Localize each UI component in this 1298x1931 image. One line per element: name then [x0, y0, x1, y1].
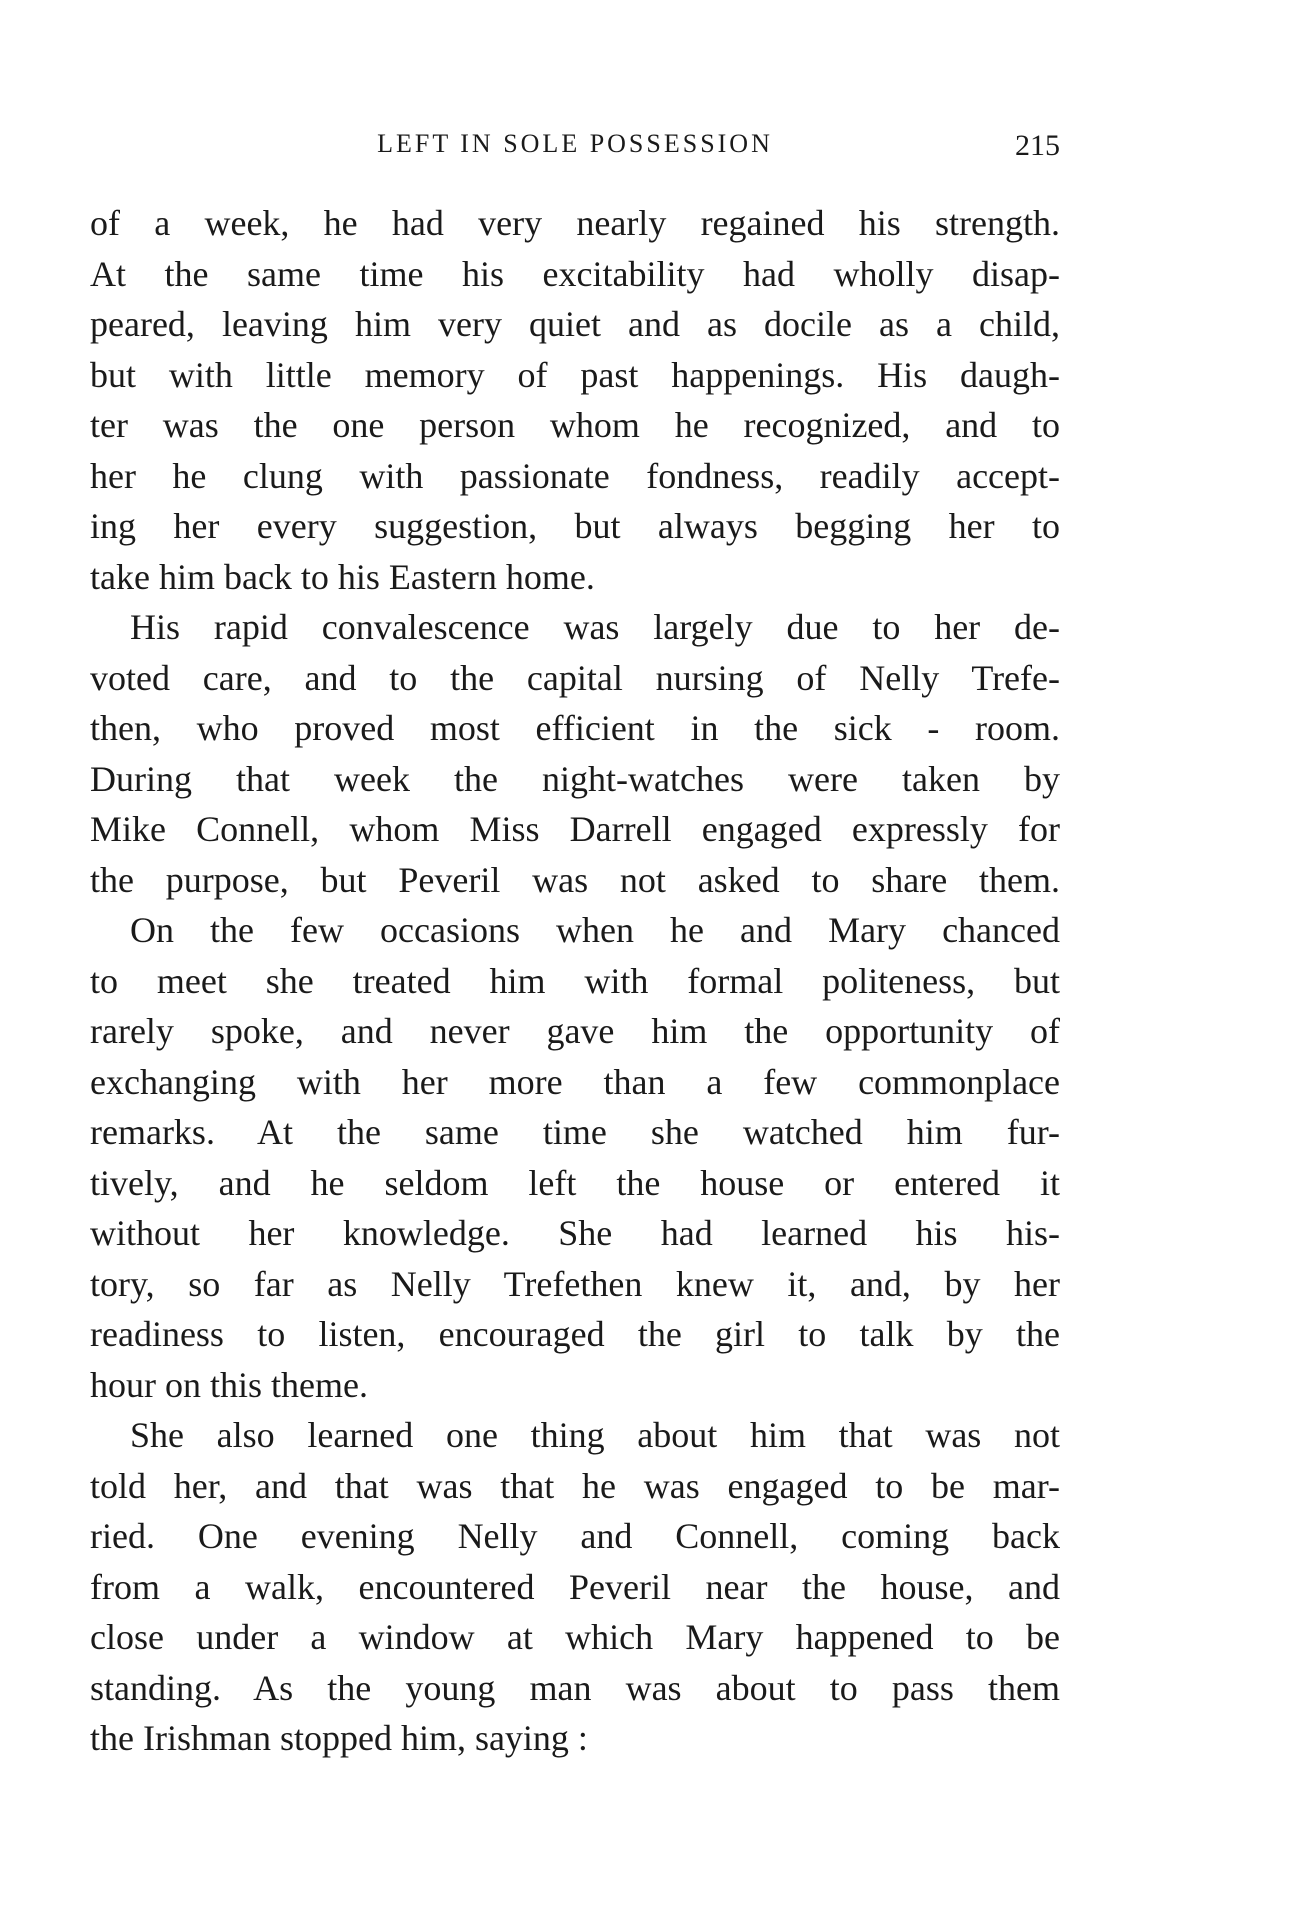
text-line: voted care, and to the capital nursing of Nelly Trefe- — [90, 657, 1060, 698]
text-line: the Irishman stopped him, saying : — [90, 1718, 588, 1758]
text-line: close under a window at which Mary happened to be — [90, 1617, 1060, 1657]
text-line: her he clung with passionate fondness, readily accept- — [90, 455, 1060, 496]
body-text — [90, 198, 1060, 1764]
text-line: peared, leaving him very quiet and as docile as a child, — [90, 304, 1060, 344]
text-line: readiness to listen, encouraged the girl to talk by the — [90, 1314, 1060, 1354]
text-line: ried. One evening Nelly and Connell, coming back — [90, 1516, 1060, 1556]
paragraph-start-line: On the few occasions when he and Mary chanced — [130, 910, 1060, 950]
paragraph-start-line: His rapid convalescence was largely due to her de- — [130, 607, 1060, 647]
running-title: LEFT IN SOLE POSSESSION — [377, 129, 773, 158]
text-line: rarely spoke, and never gave him the opportunity of — [90, 1011, 1060, 1051]
text-line: tively, and he seldom left the house or entered it — [90, 1162, 1060, 1203]
text-line: told her, and that was that he was engaged to be mar- — [90, 1465, 1060, 1506]
text-line: to meet she treated him with formal politeness, but — [90, 960, 1060, 1001]
text-line: the purpose, but Peveril was not asked to share them. — [90, 859, 1060, 900]
text-line: ter was the one person whom he recognized, and to — [90, 405, 1060, 445]
text-line: remarks. At the same time she watched him fur- — [90, 1112, 1060, 1152]
text-line: ing her every suggestion, but always begging her to — [90, 506, 1060, 546]
text-line: At the same time his excitability had wholly disap- — [90, 253, 1060, 294]
running-head — [90, 127, 1060, 167]
text-line: but with little memory of past happenings. His daugh- — [90, 354, 1060, 395]
text-line: During that week the night-watches were taken by — [90, 758, 1060, 799]
text-line: without her knowledge. She had learned his his- — [90, 1213, 1060, 1253]
text-line: standing. As the young man was about to pass them — [90, 1667, 1060, 1708]
text-line: then, who proved most efficient in the sick - room. — [90, 708, 1060, 748]
text-line: of a week, he had very nearly regained his strength. — [90, 203, 1060, 243]
text-line: hour on this theme. — [90, 1364, 368, 1405]
text-line: tory, so far as Nelly Trefethen knew it, and, by her — [90, 1263, 1060, 1304]
text-line: Mike Connell, whom Miss Darrell engaged expressly for — [90, 809, 1060, 849]
text-line: from a walk, encountered Peveril near the house, and — [90, 1566, 1060, 1607]
paragraph-start-line: She also learned one thing about him that was not — [130, 1415, 1060, 1455]
text-line: take him back to his Eastern home. — [90, 556, 595, 597]
page-number: 215 — [1015, 129, 1060, 162]
text-line: exchanging with her more than a few commonplace — [90, 1061, 1060, 1102]
